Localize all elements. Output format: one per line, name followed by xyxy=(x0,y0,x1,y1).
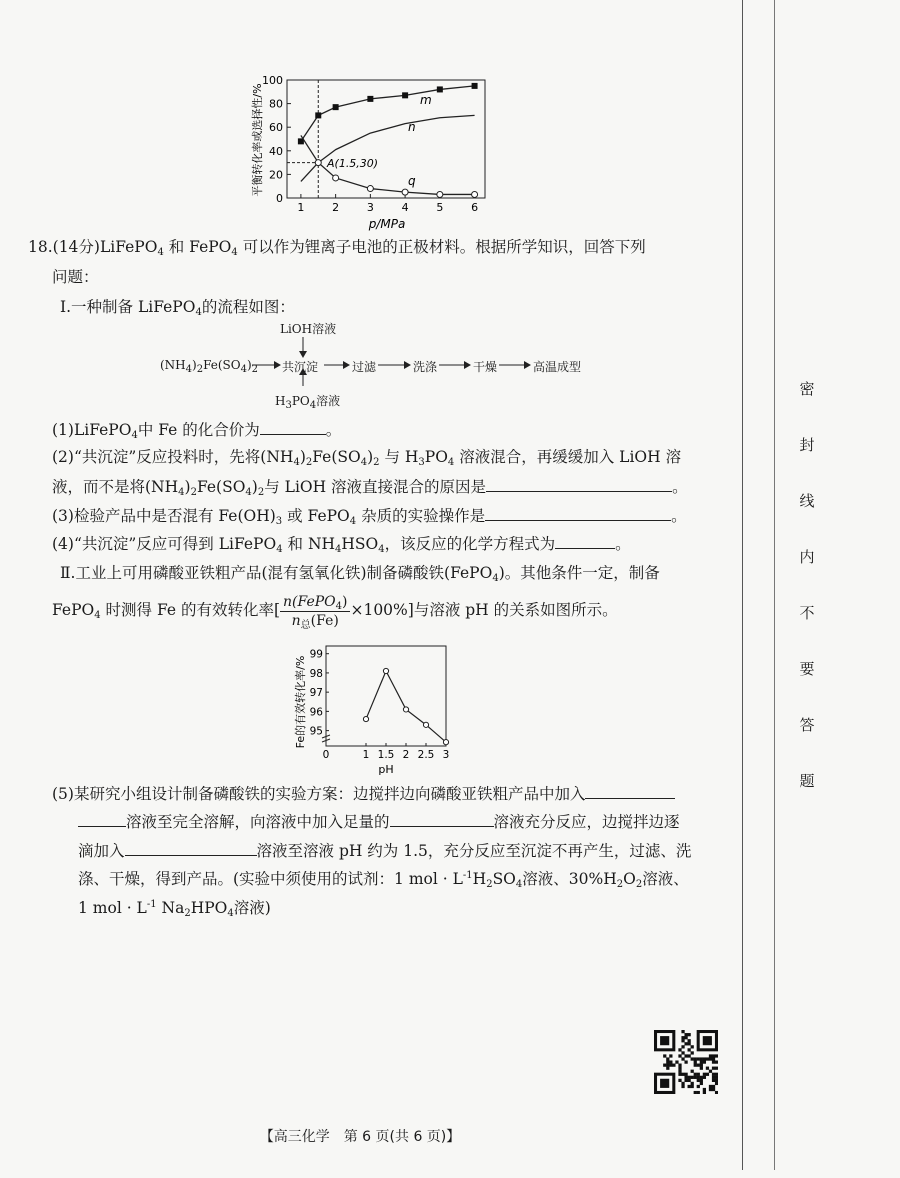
qr-module xyxy=(663,1064,666,1067)
qr-module xyxy=(691,1057,694,1060)
qr-module xyxy=(709,1057,712,1060)
seal-line-char: 内 xyxy=(799,548,815,566)
answer-blank-5b[interactable] xyxy=(390,810,494,827)
qr-module xyxy=(709,1088,712,1091)
series-q-point xyxy=(367,186,373,192)
series-m-point xyxy=(333,104,339,110)
qr-module xyxy=(688,1085,691,1088)
qr-module xyxy=(666,1064,669,1067)
chart2-y-tick-label: 98 xyxy=(309,667,323,680)
part2-intro: Ⅱ.工业上可用磷酸亚铁粗产品(混有氢氧化铁)制备磷酸铁(FePO$_4$)。其他条件一定，制备 xyxy=(60,564,660,584)
qr-module xyxy=(681,1073,684,1076)
flow-step-wash: 洗涤 xyxy=(413,360,438,374)
chart1-y-tick-label: 40 xyxy=(269,144,283,158)
answer-blank-5a[interactable] xyxy=(585,782,675,799)
series-q-point xyxy=(472,191,478,197)
seal-line-char: 线 xyxy=(799,492,815,510)
qr-code xyxy=(654,1030,718,1094)
qr-module xyxy=(700,1067,703,1070)
chart2-frame xyxy=(326,646,446,746)
qr-module xyxy=(700,1079,703,1082)
qr-module xyxy=(691,1082,694,1085)
qr-module xyxy=(681,1036,684,1039)
qr-module xyxy=(688,1039,691,1042)
qr-module xyxy=(663,1054,666,1057)
qr-module xyxy=(688,1048,691,1051)
question-header-line2: 问题： xyxy=(52,268,99,286)
chart2-y-tick-label: 96 xyxy=(309,706,323,719)
qr-module xyxy=(706,1057,709,1060)
chart2-y-tick-label: 99 xyxy=(309,648,323,661)
qr-module xyxy=(712,1067,715,1070)
qr-module xyxy=(703,1057,706,1060)
answer-blank-4[interactable] xyxy=(555,532,615,549)
qr-module xyxy=(688,1054,691,1057)
series-m-point xyxy=(367,96,373,102)
qr-module xyxy=(697,1091,700,1094)
qr-module xyxy=(715,1073,718,1076)
qr-module xyxy=(697,1079,700,1082)
seal-line-char: 要 xyxy=(799,660,815,678)
qr-module xyxy=(669,1054,672,1057)
flow-top-reagent: LiOH溶液 xyxy=(280,322,337,336)
qr-module xyxy=(715,1082,718,1085)
qr-module xyxy=(715,1067,718,1070)
chart2-x-tick-label: 2.5 xyxy=(417,749,435,761)
chart2-point xyxy=(403,707,408,712)
qr-module xyxy=(703,1091,706,1094)
qr-module xyxy=(700,1064,703,1067)
qr-module xyxy=(715,1054,718,1057)
chart2-point xyxy=(443,740,448,745)
qr-module xyxy=(691,1051,694,1054)
qr-module xyxy=(684,1079,687,1082)
chart2-xlabel: pH xyxy=(378,763,394,776)
series-m-point xyxy=(472,83,478,89)
seal-line-outer xyxy=(742,0,743,1170)
qr-module xyxy=(684,1036,687,1039)
seal-line-char: 封 xyxy=(799,436,815,454)
chart1-x-tick-label: 4 xyxy=(401,201,409,214)
answer-blank-5a-cont[interactable] xyxy=(78,810,126,827)
qr-module xyxy=(715,1076,718,1079)
chart1-x-tick-label: 5 xyxy=(436,201,444,214)
qr-module xyxy=(669,1060,672,1063)
qr-module xyxy=(712,1073,715,1076)
qr-module xyxy=(681,1039,684,1042)
part1-intro: Ⅰ.一种制备 LiFePO$_4$的流程如图： xyxy=(60,298,295,318)
qr-module xyxy=(703,1073,706,1076)
qr-module xyxy=(703,1088,706,1091)
qr-module xyxy=(678,1064,681,1067)
qr-module xyxy=(684,1042,687,1045)
qr-module xyxy=(691,1070,694,1073)
qr-module xyxy=(706,1067,709,1070)
qr-module xyxy=(694,1091,697,1094)
qr-finder xyxy=(703,1036,712,1045)
qr-module xyxy=(709,1070,712,1073)
chart1-series-label-q: q xyxy=(408,174,416,188)
series-q-point xyxy=(315,160,321,166)
subquestion-5-line2: 溶液至完全溶解，向溶液中加入足量的 溶液充分反应，边搅拌边逐 xyxy=(78,810,680,833)
flow-bottom-reagent: $H_3PO_4$溶液 xyxy=(275,394,341,411)
qr-module xyxy=(706,1073,709,1076)
qr-module xyxy=(666,1060,669,1063)
seal-line-inner xyxy=(774,0,775,1170)
qr-module xyxy=(712,1085,715,1088)
series-q-point xyxy=(402,189,408,195)
qr-module xyxy=(700,1076,703,1079)
qr-module xyxy=(678,1067,681,1070)
seal-line-char: 不 xyxy=(799,604,815,622)
chart1-series-label-n: n xyxy=(408,120,416,134)
series-m-point xyxy=(402,92,408,98)
chart1-x-tick-label: 1 xyxy=(297,201,305,214)
qr-module xyxy=(675,1060,678,1063)
chart1-y-tick-label: 60 xyxy=(269,121,283,135)
chart1-series-label-m: m xyxy=(420,93,432,107)
chart2-y-tick-label: 97 xyxy=(309,687,323,700)
qr-module xyxy=(684,1076,687,1079)
qr-module xyxy=(697,1057,700,1060)
chart2-point xyxy=(363,716,368,721)
qr-module xyxy=(694,1060,697,1063)
qr-module xyxy=(700,1060,703,1063)
qr-module xyxy=(688,1076,691,1079)
ph-chart xyxy=(290,640,460,776)
chart1-ylabel: 平衡转化率或选择性/% xyxy=(251,83,264,197)
qr-module xyxy=(678,1079,681,1082)
qr-module xyxy=(678,1048,681,1051)
seal-line-char: 密 xyxy=(799,380,815,398)
qr-module xyxy=(688,1042,691,1045)
chart1-x-tick-label: 6 xyxy=(471,201,479,214)
qr-module xyxy=(681,1082,684,1085)
qr-module xyxy=(681,1051,684,1054)
subquestion-2: (2)“共沉淀”反应投料时，先将$(NH_4)_2Fe(SO_4)_2$ 与 $H_3PO_4$ 溶液混合，再缓缓加入 LiOH 溶 xyxy=(52,448,682,468)
seal-line-char: 题 xyxy=(799,772,815,790)
subquestion-2-line2: 液，而不是将$(NH_4)_2Fe(SO_4)_2$与 LiOH 溶液直接混合的原因是 。 xyxy=(52,475,688,498)
qr-module xyxy=(700,1057,703,1060)
qr-module xyxy=(681,1085,684,1088)
qr-module xyxy=(694,1073,697,1076)
qr-module xyxy=(678,1073,681,1076)
qr-module xyxy=(694,1064,697,1067)
qr-module xyxy=(703,1060,706,1063)
chart1-y-tick-label: 20 xyxy=(269,168,283,182)
subquestion-5: (5)某研究小组设计制备磷酸铁的实验方案：边搅拌边向磷酸亚铁粗产品中加入 xyxy=(52,782,675,805)
chart2-point xyxy=(383,668,388,673)
flow-step-filter: 过滤 xyxy=(352,360,377,374)
series-m-line xyxy=(301,86,475,141)
answer-blank-3[interactable] xyxy=(485,504,671,521)
qr-module xyxy=(700,1082,703,1085)
chart1-x-tick-label: 3 xyxy=(366,201,374,214)
qr-module xyxy=(715,1060,718,1063)
qr-module xyxy=(697,1064,700,1067)
answer-blank-5c[interactable] xyxy=(125,839,257,856)
qr-module xyxy=(672,1064,675,1067)
qr-module xyxy=(666,1057,669,1060)
answer-blank-2[interactable] xyxy=(486,475,672,492)
series-m-point xyxy=(315,112,321,118)
qr-module xyxy=(715,1079,718,1082)
chart1-xlabel: p/MPa xyxy=(368,217,406,231)
qr-module xyxy=(666,1067,669,1070)
qr-module xyxy=(691,1085,694,1088)
qr-module xyxy=(712,1076,715,1079)
series-q-point xyxy=(333,175,339,181)
series-q-point xyxy=(437,191,443,197)
chart1-x-tick-label: 2 xyxy=(332,201,340,214)
subquestion-5-line4: 涤、干燥，得到产品。(实验中须使用的试剂：1 mol · $L^{-1}H_2SO_4$溶液、$30\%H_2O_2$溶液、 xyxy=(78,870,689,890)
pressure-chart xyxy=(245,70,495,232)
qr-finder xyxy=(660,1079,669,1088)
flow-step-form: 高温成型 xyxy=(533,360,582,374)
qr-module xyxy=(715,1091,718,1094)
qr-finder xyxy=(660,1036,669,1045)
qr-module xyxy=(697,1073,700,1076)
flow-step-coprecipitate: 共沉淀 xyxy=(282,360,319,374)
qr-module xyxy=(691,1045,694,1048)
flow-start: $(NH_4)_2Fe(SO_4)_2$ xyxy=(160,358,259,375)
qr-module xyxy=(688,1033,691,1036)
qr-module xyxy=(712,1060,715,1063)
seal-line-char: 答 xyxy=(799,716,815,734)
series-m-point xyxy=(437,86,443,92)
chart1-y-tick-label: 0 xyxy=(276,192,283,205)
chart2-ylabel: Fe的有效转化率/% xyxy=(294,655,307,749)
qr-module xyxy=(694,1057,697,1060)
qr-module xyxy=(681,1045,684,1048)
question-header: 18.(14分)LiFePO$_4$ 和 FePO$_4$ 可以作为锂离子电池的正极材料。根据所学知识，回答下列 xyxy=(28,238,646,258)
qr-module xyxy=(684,1033,687,1036)
qr-module xyxy=(681,1030,684,1033)
series-n-line xyxy=(301,115,475,181)
qr-module xyxy=(697,1076,700,1079)
qr-module xyxy=(681,1057,684,1060)
chart1-point-label: A(1.5,30) xyxy=(327,157,379,170)
qr-module xyxy=(684,1060,687,1063)
qr-module xyxy=(712,1079,715,1082)
qr-module xyxy=(684,1073,687,1076)
chart2-x-tick-label: 3 xyxy=(442,749,450,761)
flow-step-dry: 干燥 xyxy=(473,360,498,374)
chart2-point xyxy=(423,722,428,727)
page-footer: 【高三化学 第 6 页(共 6 页)】 xyxy=(259,1129,461,1145)
subquestion-3: (3)检验产品中是否混有 $Fe(OH)_3$ 或 FePO$_4$ 杂质的实验操作是 。 xyxy=(52,504,687,527)
part2-intro-line2: FePO$_4$ 时测得 Fe 的有效转化率[ $\frac{n(FePO_4)}{n_总(Fe)}$ ×100%]与溶液 pH 的关系如图所示。 xyxy=(52,593,618,631)
chart2-y-tick-label: 95 xyxy=(309,725,323,738)
qr-module xyxy=(712,1054,715,1057)
qr-module xyxy=(703,1076,706,1079)
chart2-x-tick-label: 0 xyxy=(322,749,330,761)
chart2-x-tick-label: 1 xyxy=(362,749,370,761)
chart2-x-tick-label: 2 xyxy=(402,749,410,761)
qr-module xyxy=(712,1088,715,1091)
conversion-fraction: $\frac{n(FePO_4)}{n_总(Fe)}$ xyxy=(280,593,350,630)
chart1-y-tick-label: 100 xyxy=(262,74,283,87)
subquestion-5-line5: 1 mol · $L^{-1}$ $Na_2HPO_4$溶液) xyxy=(78,899,271,919)
qr-module xyxy=(691,1076,694,1079)
qr-module xyxy=(697,1085,700,1088)
qr-module xyxy=(709,1085,712,1088)
chart1-y-tick-label: 80 xyxy=(269,97,283,111)
qr-module xyxy=(712,1057,715,1060)
qr-module xyxy=(678,1070,681,1073)
qr-module xyxy=(669,1064,672,1067)
qr-module xyxy=(678,1054,681,1057)
qr-module xyxy=(709,1054,712,1057)
flow-diagram xyxy=(160,320,600,412)
chart2-x-tick-label: 1.5 xyxy=(377,749,395,761)
subquestion-5-line3: 滴加入 溶液至溶液 pH 约为 1.5，充分反应至沉淀不再产生，过滤、洗 xyxy=(78,839,691,862)
answer-blank-1[interactable] xyxy=(260,418,326,435)
qr-module xyxy=(694,1076,697,1079)
subquestion-1: (1)LiFePO$_4$中 Fe 的化合价为 。 xyxy=(52,418,341,441)
subquestion-4: (4)“共沉淀”反应可得到 LiFePO$_4$ 和 $NH_4HSO_4$，该反应的化学方程式为 。 xyxy=(52,532,631,555)
qr-module xyxy=(684,1054,687,1057)
qr-module xyxy=(688,1079,691,1082)
